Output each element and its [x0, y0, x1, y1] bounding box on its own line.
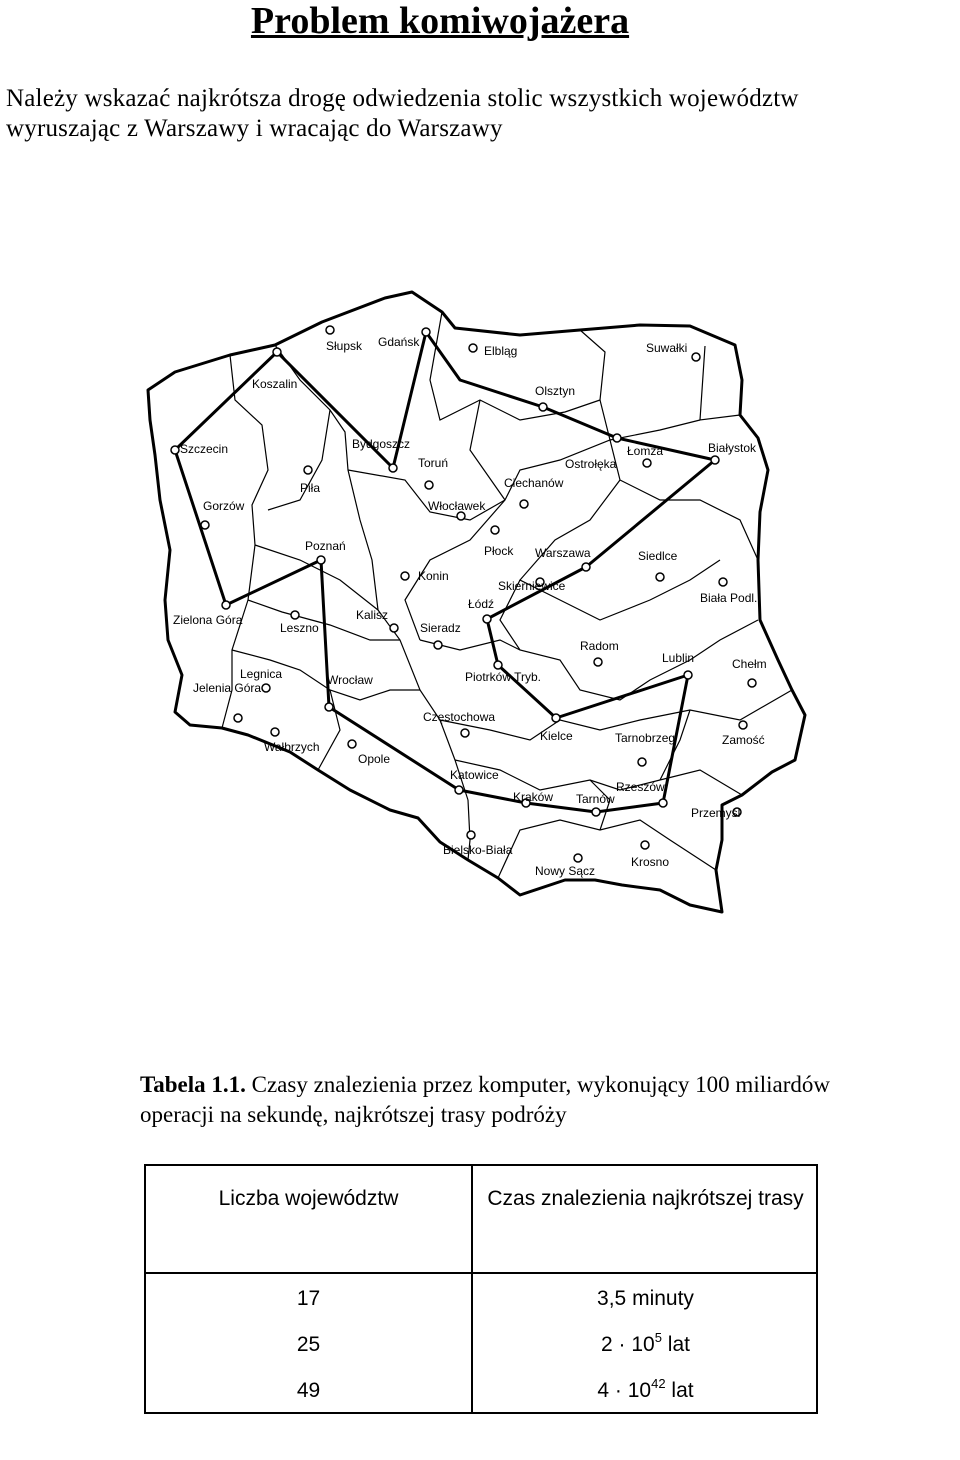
city-label: Wrocław: [327, 673, 373, 687]
city-marker: [552, 714, 560, 722]
city-marker: [389, 464, 397, 472]
city-marker: [325, 703, 333, 711]
city-marker: [643, 459, 651, 467]
city-label: Bielsko-Biała: [443, 843, 513, 857]
city-label: Ostrołęka: [565, 457, 617, 471]
city-label: Opole: [358, 752, 391, 766]
city-label: Nowy Sącz: [535, 864, 596, 878]
city-label: Gorzów: [203, 499, 245, 513]
city-label: Ciechanów: [504, 476, 564, 490]
city-label: Warszawa: [535, 546, 591, 560]
city-label: Suwałki: [646, 341, 688, 355]
city-label: Biała Podl.: [700, 591, 758, 605]
table-cell-count: 25: [296, 1333, 321, 1356]
city-label: Płock: [484, 544, 514, 558]
header-search-time: Czas znalezienia najkrótszej trasy: [487, 1187, 804, 1210]
table-cell-time: 3,5 minuty: [597, 1287, 694, 1310]
city-label: Przemyśl: [691, 806, 741, 820]
city-label: Elbląg: [484, 344, 518, 358]
city-marker: [638, 758, 646, 766]
city-label: Białystok: [708, 441, 757, 455]
city-label: Katowice: [450, 768, 499, 782]
city-marker: [291, 611, 299, 619]
city-label: Kalisz: [356, 608, 389, 622]
city-label: Olsztyn: [535, 384, 576, 398]
city-label: Słupsk: [326, 339, 363, 353]
city-label: Radom: [580, 639, 619, 653]
city-marker: [594, 658, 602, 666]
city-label: Kielce: [540, 729, 573, 743]
city-labels: [173, 335, 767, 878]
city-marker: [234, 714, 242, 722]
timing-table: [144, 1164, 818, 1414]
city-label: Kraków: [513, 790, 554, 804]
city-marker: [201, 521, 209, 529]
city-label: Skierniewice: [498, 579, 566, 593]
city-label: Krosno: [631, 855, 670, 869]
city-marker: [491, 526, 499, 534]
city-marker: [317, 556, 325, 564]
city-label: Zielona Góra: [173, 613, 243, 627]
city-marker: [455, 786, 463, 794]
city-label: Konin: [418, 569, 449, 583]
city-marker: [692, 353, 700, 361]
city-label: Bydgoszcz: [352, 437, 411, 451]
city-label: Zamość: [722, 733, 765, 747]
city-marker: [425, 481, 433, 489]
city-marker: [262, 684, 270, 692]
city-label: Piotrków Tryb.: [465, 670, 542, 684]
city-marker: [326, 326, 334, 334]
header-divider: [146, 1272, 816, 1274]
table-cell-time: $2 \cdot 10^5$ lat: [601, 1330, 690, 1356]
table-cell-count: 17: [296, 1287, 321, 1310]
city-marker: [582, 563, 590, 571]
city-label: Rzeszów: [616, 780, 665, 794]
city-label: Tarnów: [576, 792, 615, 806]
city-label: Wałbrzych: [264, 740, 320, 754]
city-marker: [304, 466, 312, 474]
city-marker: [613, 434, 621, 442]
city-label: Gdańsk: [378, 335, 420, 349]
city-marker: [348, 740, 356, 748]
city-label: Łomża: [627, 444, 664, 458]
city-label: Chełm: [732, 657, 767, 671]
city-marker: [171, 446, 179, 454]
city-label: Poznań: [305, 539, 346, 553]
city-marker: [457, 512, 465, 520]
city-label: Łódź: [468, 597, 495, 611]
city-marker: [684, 671, 692, 679]
city-label: Koszalin: [252, 377, 298, 391]
city-label: Legnica: [240, 667, 283, 681]
table-cell-time: $4 \cdot 10^{42}$ lat: [597, 1376, 694, 1402]
city-marker: [719, 578, 727, 586]
table-cell-count: 49: [296, 1379, 321, 1402]
city-label: Tarnobrzeg: [615, 731, 676, 745]
city-marker: [469, 344, 477, 352]
city-marker: [401, 572, 409, 580]
table-caption: [140, 1070, 830, 1130]
city-marker: [656, 573, 664, 581]
city-label: Szczecin: [180, 442, 229, 456]
city-marker: [222, 601, 230, 609]
city-marker: [520, 500, 528, 508]
city-marker: [711, 456, 719, 464]
city-label: Włocławek: [428, 499, 486, 513]
city-marker: [461, 729, 469, 737]
city-label: Lublin: [662, 651, 695, 665]
city-marker: [641, 841, 649, 849]
city-marker: [271, 728, 279, 736]
page-title: Problem komiwojażera: [250, 0, 630, 42]
city-label: Piła: [300, 481, 321, 495]
city-label: Częstochowa: [423, 710, 496, 724]
city-marker: [434, 641, 442, 649]
city-marker: [739, 721, 747, 729]
city-marker: [483, 615, 491, 623]
city-marker: [659, 799, 667, 807]
description-line-2: wyruszając z Warszawy i wracając do Warszawy: [6, 115, 503, 142]
city-label: Sieradz: [420, 621, 461, 635]
city-marker: [592, 808, 600, 816]
description-line-1: Należy wskazać najkrótsza drogę odwiedzenia stolic wszystkich województw: [6, 85, 799, 112]
city-marker: [467, 831, 475, 839]
city-label: Toruń: [418, 456, 449, 470]
city-marker: [422, 328, 430, 336]
city-label: Siedlce: [638, 549, 678, 563]
city-label: Leszno: [280, 621, 319, 635]
header-voivodeship-count: Liczba województw: [218, 1187, 399, 1210]
city-marker: [748, 679, 756, 687]
city-marker: [390, 624, 398, 632]
city-marker: [539, 403, 547, 411]
city-marker: [494, 661, 502, 669]
city-label: Jelenia Góra: [193, 681, 262, 695]
caption-text: Czasy znalezienia przez komputer, wykonujący 100 miliardów operacji na sekundę, najkrótszej trasy podróży: [140, 1072, 830, 1127]
caption-heading: Tabela 1.1.: [140, 1072, 246, 1097]
city-marker: [574, 854, 582, 862]
city-marker: [273, 348, 281, 356]
